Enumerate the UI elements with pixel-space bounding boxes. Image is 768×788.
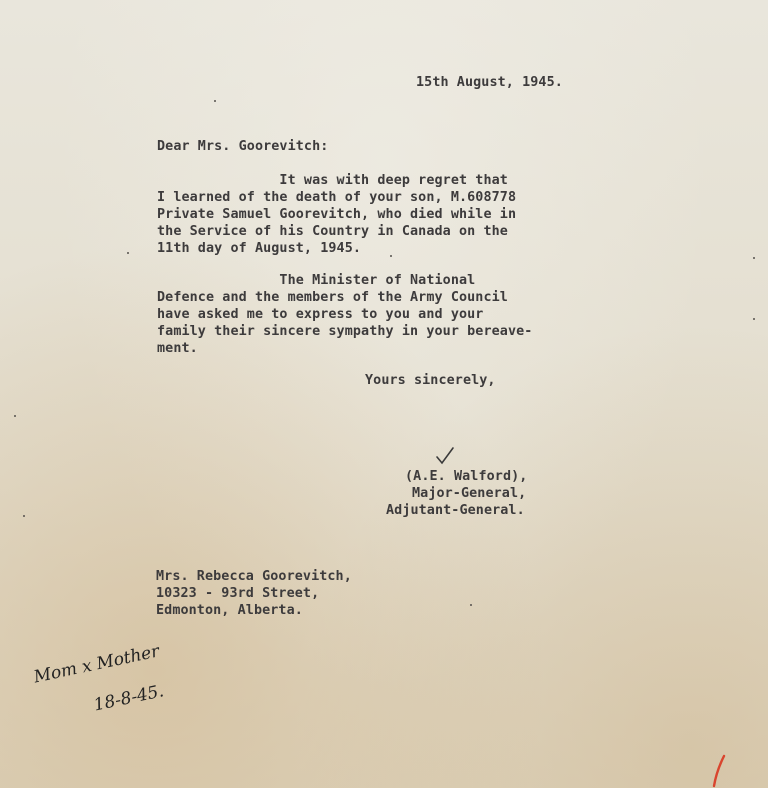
paper-speck: [14, 415, 16, 417]
paragraph-1-line: the Service of his Country in Canada on the: [157, 224, 508, 239]
letter-date: 15th August, 1945.: [416, 75, 563, 90]
paragraph-2-line: have asked me to express to you and your: [157, 307, 484, 322]
paragraph-2-line: Defence and the members of the Army Council: [157, 290, 508, 305]
paper-speck: [753, 257, 755, 259]
signature-rank: Major-General,: [412, 486, 527, 501]
paper-speck: [127, 252, 129, 254]
paper-speck: [753, 318, 755, 320]
paper-speck: [470, 604, 472, 606]
handwritten-note-line1: Mom x Mother: [32, 641, 162, 688]
paragraph-1-line: It was with deep regret that: [157, 173, 508, 188]
salutation: Dear Mrs. Goorevitch:: [157, 139, 329, 154]
checkmark-icon: [435, 446, 455, 466]
paragraph-2-line: family their sincere sympathy in your bereave-: [157, 324, 533, 339]
red-pencil-mark-icon: [708, 754, 728, 788]
paper-speck: [23, 515, 25, 517]
paper-speck: [214, 100, 216, 102]
recipient-city: Edmonton, Alberta.: [156, 603, 303, 618]
paper-speck: [390, 255, 392, 257]
signature-title: Adjutant-General.: [386, 503, 525, 518]
recipient-name: Mrs. Rebecca Goorevitch,: [156, 569, 352, 584]
paragraph-2-line: The Minister of National: [157, 273, 476, 288]
signature-name: (A.E. Walford),: [405, 469, 528, 484]
paragraph-1-line: 11th day of August, 1945.: [157, 241, 362, 256]
paragraph-1-line: I learned of the death of your son, M.608778: [157, 190, 517, 205]
closing: Yours sincerely,: [365, 373, 496, 388]
paragraph-2-line: ment.: [157, 341, 198, 356]
recipient-street: 10323 - 93rd Street,: [156, 586, 320, 601]
handwritten-note-line2: 18-8-45.: [92, 681, 166, 716]
paragraph-1-line: Private Samuel Goorevitch, who died while in: [157, 207, 517, 222]
